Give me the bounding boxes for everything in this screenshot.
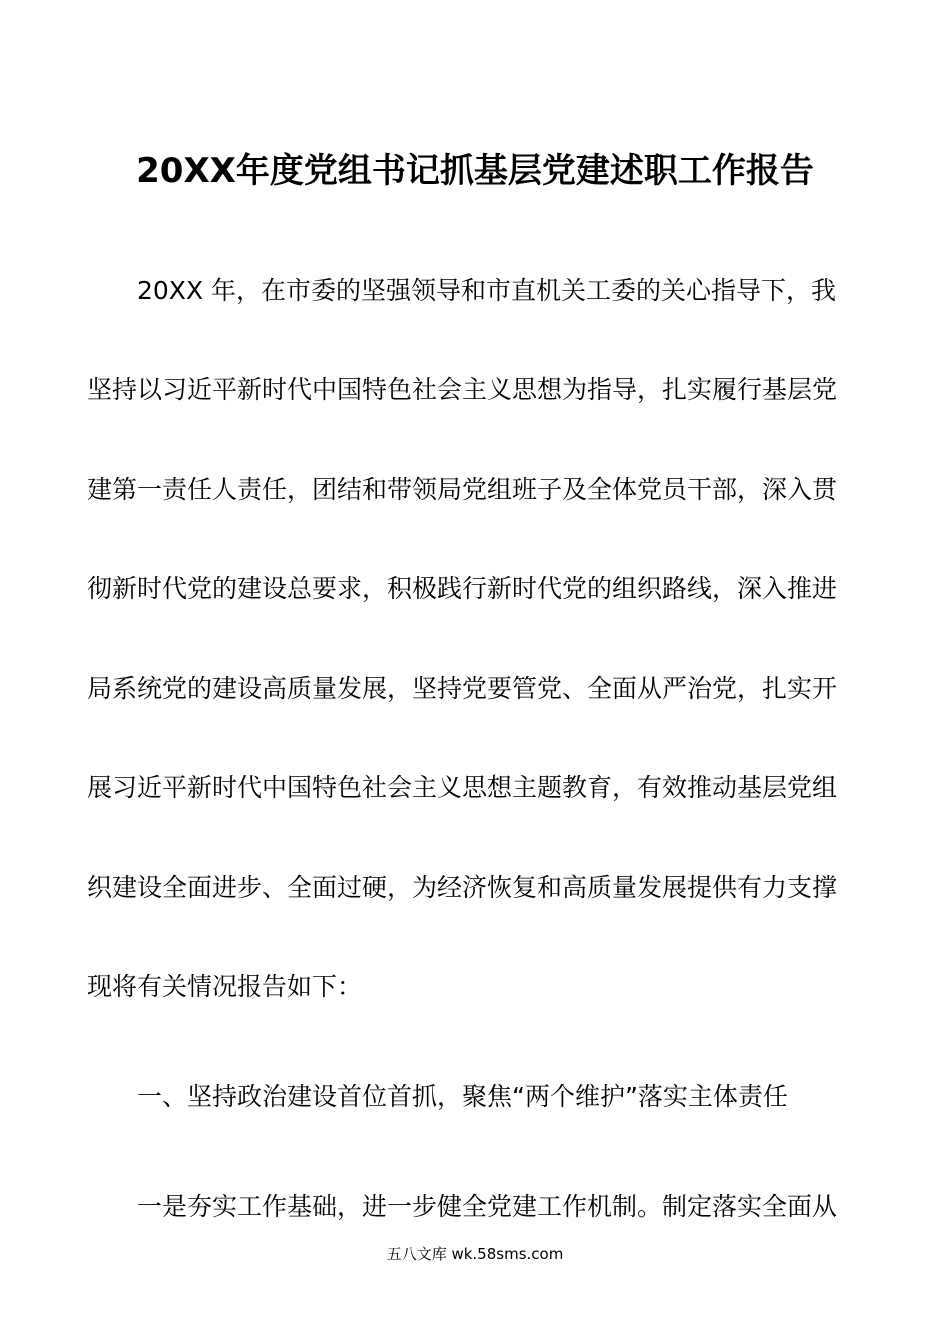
sub-point-line: 一是夯实工作基础，进一步健全党建工作机制。制定落实全面从 — [137, 1192, 838, 1221]
paragraph-line-6: 展习近平新时代中国特色社会主义思想主题教育，有效推动基层党组 — [87, 773, 838, 802]
footer-watermark: 五八文库 wk.58sms.com — [386, 1245, 564, 1263]
document-title: 20XX年度党组书记抓基层党建述职工作报告 — [136, 151, 814, 191]
paragraph-line-4: 彻新时代党的建设总要求，积极践行新时代党的组织路线，深入推进 — [87, 574, 838, 603]
paragraph-line-7: 织建设全面进步、全面过硬，为经济恢复和高质量发展提供有力支撑 — [87, 873, 838, 902]
section-heading: 一、坚持政治建设首位首抓，聚焦“两个维护”落实主体责任 — [137, 1082, 788, 1111]
paragraph-line-2: 坚持以习近平新时代中国特色社会主义思想为指导，扎实履行基层党 — [87, 375, 838, 404]
paragraph-line-3: 建第一责任人责任，团结和带领局党组班子及全体党员干部，深入贯 — [87, 475, 838, 504]
paragraph-line-8: 现将有关情况报告如下： — [87, 972, 363, 1001]
paragraph-line-5: 局系统党的建设高质量发展，坚持党要管党、全面从严治党，扎实开 — [87, 674, 838, 703]
paragraph-line-1: 20XX 年，在市委的坚强领导和市直机关工委的关心指导下，我 — [137, 276, 837, 305]
